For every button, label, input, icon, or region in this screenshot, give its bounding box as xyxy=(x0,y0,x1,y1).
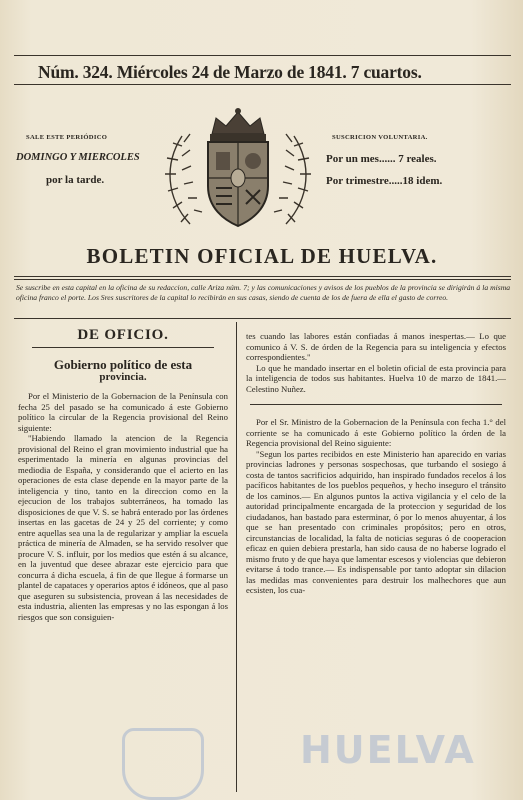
header-left-days: DOMINGO Y MIERCOLES xyxy=(16,152,140,163)
subsection-title: Gobierno político de esta xyxy=(53,356,193,372)
watermark-text: HUELVA xyxy=(300,728,476,772)
notice-rule xyxy=(14,318,511,319)
masthead-rule xyxy=(14,276,511,277)
header-right-top: SUSCRICION VOLUNTARIA. xyxy=(332,134,428,141)
left-paragraph-1: Por el Ministerio de la Gobernacion de la Península con fecha 25 del pasado se ha comunicado á este Gobierno político la circular de la Regencia provisional del Reino siguiente: xyxy=(18,391,228,433)
subsection-title-line-2: provincia. xyxy=(99,370,147,383)
top-rule xyxy=(14,55,511,56)
right-column xyxy=(246,331,506,596)
header-left-top: SALE ESTE PERIÓDICO xyxy=(26,134,108,141)
header-right-month: Por un mes...... 7 reales. xyxy=(326,153,437,165)
subscription-notice: Se suscribe en esta capital en la oficina de su redaccion, calle Ariza núm. 7; y las comunicaciones y avisos de los pueblos de la provincia se dirigirán á la misma oficina franco el porte. Los Sres suscritores de la capital lo recibirán en sus casas, siendo de cuenta de los de fuera de ella el gasto de correo. xyxy=(16,283,510,303)
left-paragraph-2: "Habiendo llamado la atencion de la Regencia provisional del Reino el gran movimiento industrial que ha esperimentado la minería en algunas provincias del mediodia de España, y considerando que el acierto en las operaciones de esta clase depende en la mayor parte de la inteligencia y tino, tanto en la direccion como en la ejecucion de los trabajos subterráneos, ha tomado las disposiciones de que V. S. se habrá enterado por las órdenes insertas en las gacetas de 24 y 25 del corriente; y como entre aquellas sea una la de regularizar y ampliar la escuela práctica de minería de Almaden, se ha servido resolver que procure V. S. influir, por los medios que estén á su alcance, en la juventud que desee abrazar este ejercicio para que concurra á dicha escuela, á fin de que llegue á formarse un plantel de capataces y operarios aptos é idóneos, que al paso que aseguren su subsistencia, provean á las necesidades de esta industria, alienten las empresas y no las espongan á los riesgos que son consiguien- xyxy=(18,433,228,622)
section-title: DE OFICIO. xyxy=(77,327,169,343)
watermark-logo-icon xyxy=(122,728,204,800)
left-column xyxy=(18,327,228,622)
issue-line: Núm. 324. Miércoles 24 de Marzo de 1841. 7 cuartos. xyxy=(38,62,422,82)
column-divider xyxy=(236,322,237,792)
coat-of-arms-icon xyxy=(158,106,318,234)
header-left-time: por la tarde. xyxy=(46,174,105,186)
right-paragraph-1: tes cuando las labores están confiadas á manos inespertas.— Lo que comunico á V. S. de órden de la Regencia para su inteligencia y efectos correspondientes." xyxy=(246,331,506,362)
right-paragraph-2: Lo que he mandado insertar en el boletin oficial de esta provincia para la inteligencia de todos sus habitantes. Huelva 10 de marzo de 1841.— Celestino Nuñez. xyxy=(246,362,506,394)
masthead-rule-2 xyxy=(14,279,511,280)
right-separator xyxy=(250,404,502,405)
section-separator xyxy=(32,347,214,348)
right-paragraph-4: "Segun los partes recibidos en este Ministerio han aparecido en varias provincias ladrones y personas sospechosas, que turbando el sosiego á costa de tantos sacrificios adquirido, han inspirado fundados recelos á los pacíficos habitantes de los pueblos pequeños, y hecho inseguro el tránsito de los caminos.— En algunos puntos la activa vigilancia y el celo de la autoridad principalmente encargada de la proteccion y seguridad de los ciudadanos, han bastado para esterminar, ó por lo menos ahuyentar, á los que se han presentado con criminales propósitos; pero en otros, circunstancias de localidad, la falta de noticias seguras ó de cooperacion eficaz en quien debiera prestarla, han sido causa de no haberse logrado el mismo fruto y de que haya que lamentar escesos y violencias que debieron evitarse á todo trance.— Es indispensable por tanto adoptar sin dilacion las medidas mas convenientes para destruir los malhechores que aun ecsisten, los cua- xyxy=(246,448,506,595)
masthead-title: BOLETIN OFICIAL DE HUELVA. xyxy=(86,244,438,268)
header-right-quarter: Por trimestre.....18 idem. xyxy=(326,175,443,187)
issue-rule xyxy=(14,84,511,85)
right-paragraph-3: Por el Sr. Ministro de la Gobernacion de la Península con fecha 1.° del corriente se ha comunicado á este Gobierno político la órden de la Regencia provisional del Reino siguiente: xyxy=(246,417,506,448)
